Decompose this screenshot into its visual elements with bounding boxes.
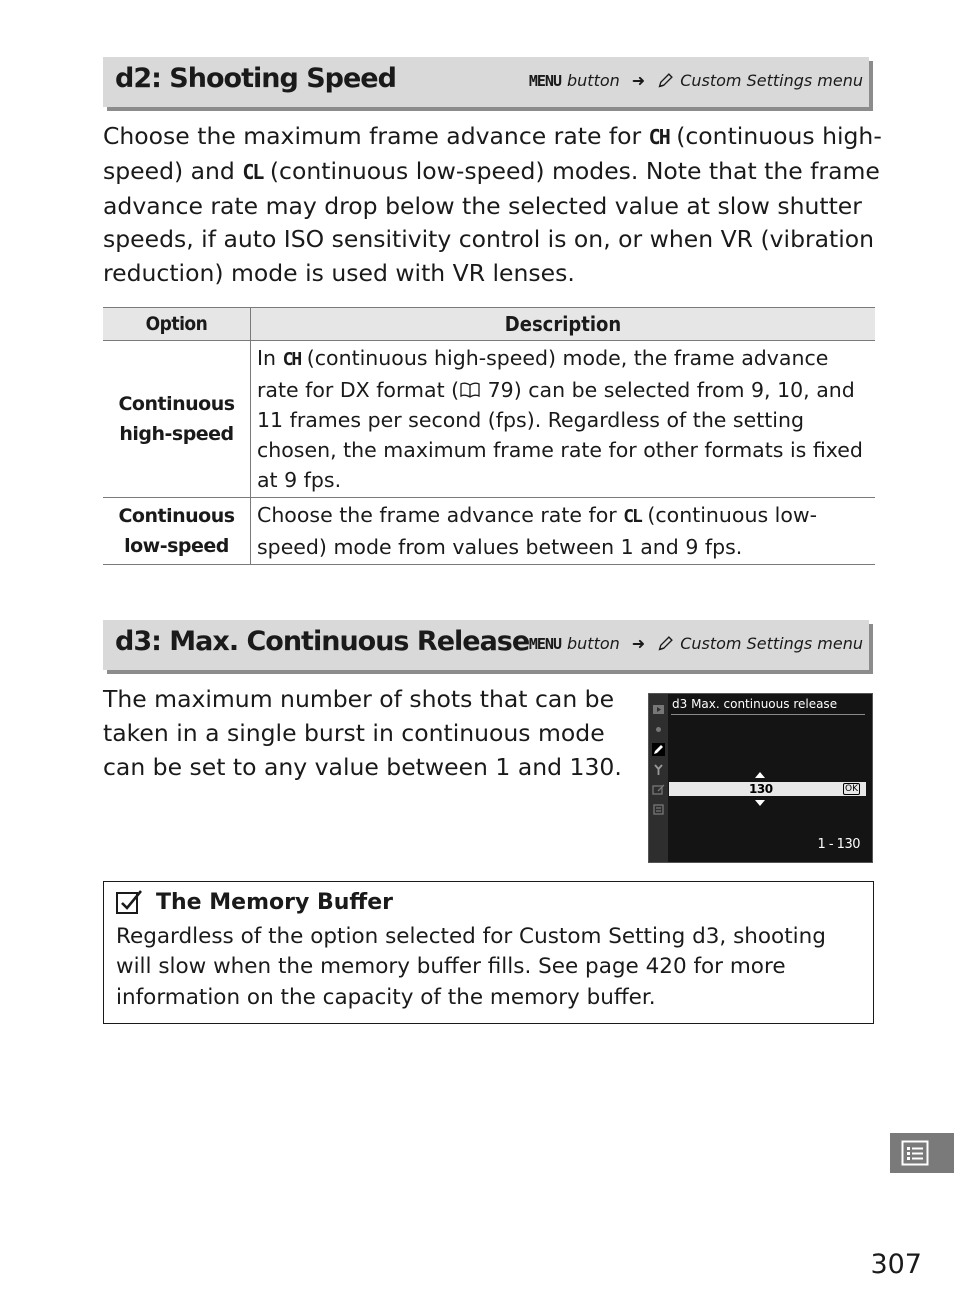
d2-intro-part3: (continuous low-speed) modes. Note that the frame advance rate may drop below the selected value at slow shutter speeds, if auto ISO sensitivity control is on, or when VR (vibration reduction) mode is used with VR lenses. (103, 156, 880, 288)
option-line: Continuous (118, 393, 235, 415)
camera-icon (652, 723, 665, 736)
option-line: low-speed (124, 535, 229, 557)
book-reference-icon (459, 382, 481, 398)
table-row (103, 341, 875, 498)
screen-title: d3 Max. continuous release (672, 697, 838, 711)
d2-intro (103, 120, 883, 291)
note-text: Regardless of the option selected for Custom Setting d3, shooting will slow when the memory buffer fills. See page 420 for more information on the capacity of the memory buffer. (116, 924, 826, 1010)
description-text: In (257, 346, 283, 370)
section-header-d2 (103, 57, 869, 107)
option-cell (103, 498, 251, 565)
wrench-icon (652, 763, 665, 776)
pencil-icon (652, 743, 665, 756)
note-title: The Memory Buffer (156, 890, 393, 915)
cl-mode-glyph: CL (623, 506, 641, 527)
menu-button-label: MENU (528, 71, 561, 90)
my-menu-icon (652, 803, 665, 816)
pencil-icon (657, 635, 674, 652)
d2-intro-part1: Choose the maximum frame advance rate for (103, 122, 649, 150)
table-row (103, 498, 875, 565)
description-cell (251, 341, 876, 498)
menu-button-label: MENU (528, 634, 561, 653)
menu-list-icon (901, 1140, 929, 1166)
header-option: Option (103, 308, 251, 341)
menu-path-d3 (529, 634, 863, 653)
header-description: Description (251, 308, 876, 341)
screen-menu-tabs (649, 694, 668, 862)
ch-mode-glyph: CH (648, 125, 669, 149)
camera-menu-screen (648, 693, 873, 863)
arrow-right-icon: ➜ (631, 71, 646, 90)
pencil-icon (657, 72, 674, 89)
custom-settings-menu-label: Custom Settings menu (680, 71, 863, 90)
d3-description: The maximum number of shots that can be taken in a single burst in continuous mode can be set to any value between 1 and 130. (103, 685, 622, 781)
check-note-icon (115, 889, 143, 915)
description-text: (continuous low-speed) mode from values between 1 and 9 fps. (257, 503, 818, 559)
selected-value: 130 (749, 782, 773, 796)
option-line: Continuous (118, 505, 235, 527)
section-title-d2: d2: Shooting Speed (115, 63, 396, 94)
custom-settings-tab (890, 1133, 954, 1173)
cl-mode-glyph: CL (242, 159, 263, 184)
retouch-icon (652, 783, 665, 796)
arrow-down-icon (754, 799, 766, 807)
description-text: 79) can be selected from 9, 10, and 11 frames per second (fps). Regardless of the setting chosen, the maximum frame rate for other formats is fixed at 9 fps. (257, 378, 863, 492)
custom-settings-menu-label: Custom Settings menu (680, 634, 863, 653)
ch-mode-glyph: CH (282, 349, 301, 370)
description-text: Choose the frame advance rate for (257, 503, 624, 527)
arrow-up-icon (754, 771, 766, 779)
playback-icon (652, 703, 665, 716)
section-title-d3: d3: Max. Continuous Release (115, 626, 530, 657)
option-cell (103, 341, 251, 498)
menu-path-d2 (529, 71, 863, 90)
memory-buffer-note (103, 881, 874, 1024)
d2-intro-part2: (continuous high-speed) and (103, 122, 882, 185)
button-word: button (567, 634, 620, 653)
screen-title-divider (671, 714, 865, 715)
arrow-right-icon: ➜ (631, 634, 646, 653)
section-header-d3 (103, 620, 869, 670)
option-line: high-speed (119, 423, 234, 445)
ok-icon: OK (845, 784, 858, 794)
description-cell (251, 498, 876, 565)
button-word: button (567, 71, 620, 90)
page-number: 307 (870, 1249, 922, 1280)
description-text: (continuous high-speed) mode, the frame advance rate for DX format ( (257, 346, 829, 402)
value-range: 1 - 130 (817, 837, 860, 852)
options-table (103, 307, 875, 565)
table-header-row (103, 308, 875, 341)
